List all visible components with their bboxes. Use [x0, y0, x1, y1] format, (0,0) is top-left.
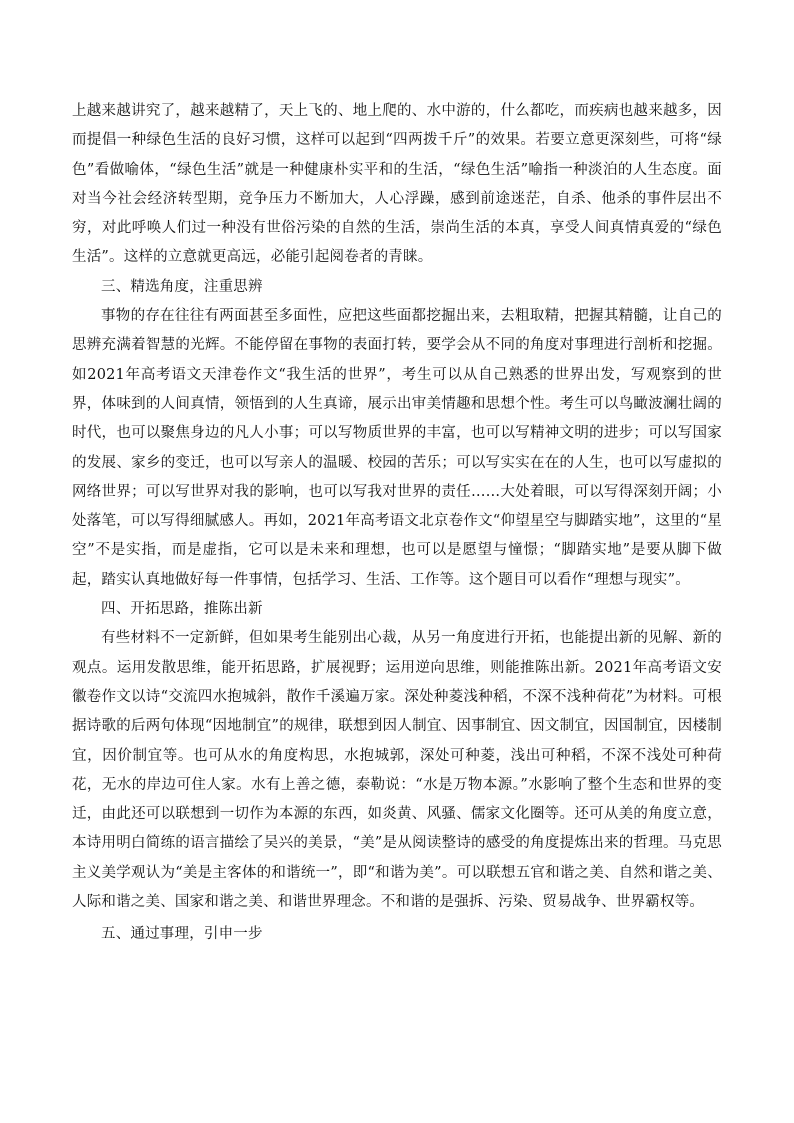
section-heading-5: 五、通过事理，引申一步: [101, 926, 263, 943]
paragraph-green-life: 上越来越讲究了，越来越精了，天上飞的、地上爬的、水中游的，什么都吃，而疾病也越来越多，因而提倡一种绿色生活的良好习惯，这样可以起到“四两拨千斤”的效果。若要立意更深刻些，可将“绿色”看做喻体，“绿色生活”就是一种健康朴实平和的生活，“绿色生活”喻指一种淡泊的人生态度。面对当今社会经济转型期，竞争压力不断加大，人心浮躁，感到前途迷茫，自杀、他杀的事件层出不穷，对此呼唤人们过一种没有世俗污染的自然的生活，崇尚生活的本真，享受人间真情真爱的“绿色生活”。这样的立意就更高远，必能引起阅卷者的青睐。: [72, 103, 722, 266]
section-heading-3: 三、精选角度，注重思辨: [101, 278, 263, 295]
document-body: [72, 97, 722, 950]
paragraph-expand-thinking: 有些材料不一定新鲜，但如果考生能别出心裁，从另一角度进行开拓，也能提出新的见解、新的观点。运用发散思维，能开拓思路，扩展视野；运用逆向思维，则能推陈出新。2021年高考语文安徽卷作文以诗“交流四水抱城斜，散作千溪遍万家。深处种菱浅种稻，不深不浅种荷花”为材料。可根据诗歌的后两句体现“因地制宜”的规律，联想到因人制宜、因事制宜、因文制宜，因国制宜，因楼制宜，因价制宜等。也可从水的角度构思，水抱城郭，深处可种菱，浅出可种稻，不深不浅处可种荷花，无水的岸边可住人家。水有上善之德，泰勒说：“水是万物本源。”水影响了整个生态和世界的变迁，由此还可以联想到一切作为本源的东西，如炎黄、风骚、儒家文化圈等。还可从美的角度立意，本诗用明白简练的语言描绘了吴兴的美景，“美”是从阅读整诗的感受的角度提炼出来的哲理。马克思主义美学观认为“美是主客体的和谐统一”，即“和谐为美”。可以联想五官和谐之美、自然和谐之美、人际和谐之美、国家和谐之美、和谐世界理念。不和谐的是强拆、污染、贸易战争、世界霸权等。: [72, 630, 722, 911]
section-heading-4: 四、开拓思路，推陈出新: [101, 601, 263, 618]
paragraph-select-angle: 事物的存在往往有两面甚至多面性，应把这些面都挖掘出来，去粗取精，把握其精髓，让自己的思辨充满着智慧的光辉。不能停留在事物的表面打转，要学会从不同的角度对事理进行剖析和挖掘。如2021年高考语文天津卷作文“我生活的世界”，考生可以从自己熟悉的世界出发，写观察到的世界，体味到的人间真情，领悟到的人生真谛，展示出审美情趣和思想个性。考生可以鸟瞰波澜壮阔的时代，也可以聚焦身边的凡人小事；可以写物质世界的丰富，也可以写精神文明的进步；可以写国家的发展、家乡的变迁，也可以写亲人的温暖、校园的苦乐；可以写实实在在的人生，也可以写虚拟的网络世界；可以写世界对我的影响，也可以写我对世界的责任……大处着眼，可以写得深刻开阔；小处落笔，可以写得细腻感人。再如，2021年高考语文北京卷作文“仰望星空与脚踏实地”，这里的“星空”不是实指，而是虚指，它可以是未来和理想，也可以是愿望与憧憬；“脚踏实地”是要从脚下做起，踏实认真地做好每一件事情，包括学习、生活、工作等。这个题目可以看作“理想与现实”。: [72, 308, 722, 588]
